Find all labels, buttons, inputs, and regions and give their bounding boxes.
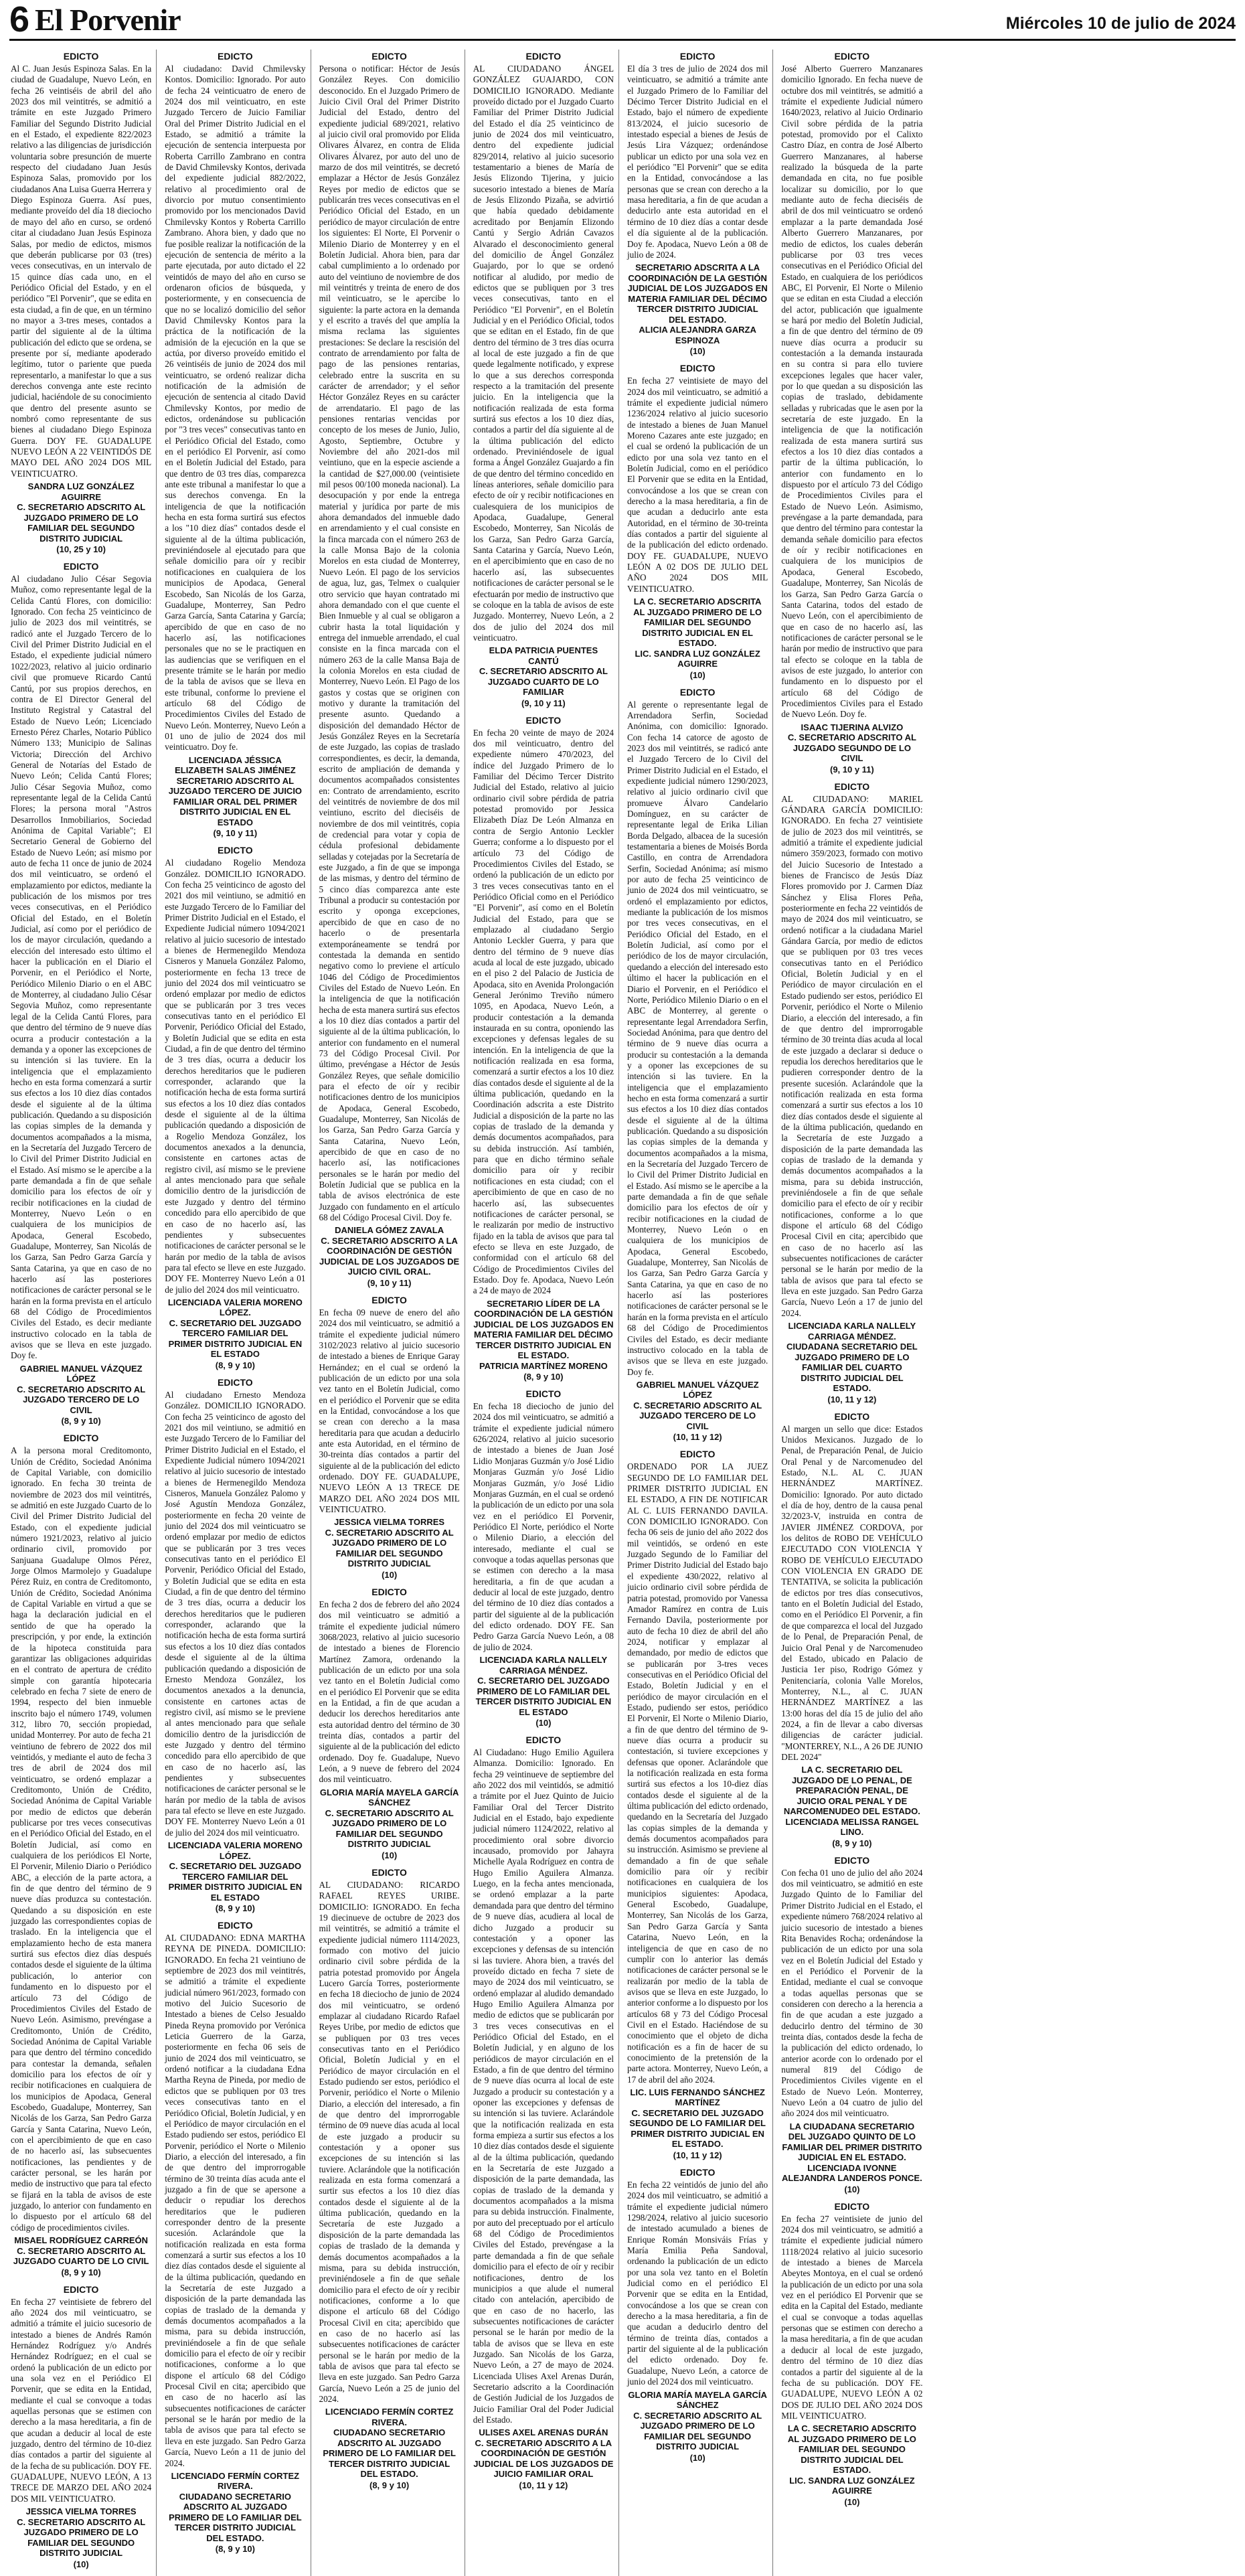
edict-publication-dates: (10) — [689, 669, 706, 680]
edict-signature: LA C. SECRETARIO ADSCRITO AL JUZGADO PRIMERO DE LO FAMILIAR DEL SEGUNDO DISTRITO JUDICIAL DEL ESTADO. LIC. SANDRA LUZ GONZÁLEZ AGUIRRE — [787, 2423, 916, 2496]
edict-signature: LIC. LUIS FERNANDO SÁNCHEZ MARTÍNEZ C. SECRETARIO DEL JUZGADO SEGUNDO DE LO FAMILIAR DEL PRIMER DISTRITO JUDICIAL EN EL ESTADO. — [629, 2087, 766, 2150]
edict-body: AL CIUDADANO: RICARDO RAFAEL REYES URIBE. DOMICILIO: IGNORADO. En fecha 19 diecinueve de octubre de 2023 dos mil veintitrés, se admitió a trámite el expediente judicial número 1114/2023, formado con motivo del juicio ordinario civil sobre pérdida de la patria potestad promovido por Ángela Lucero García Torres, posteriormente en fecha 18 dieciocho de junio de 2024 dos mil veinticuatro, se ordenó emplazar al ciudadano Ricardo Rafael Reyes Uribe, por medio de edictos que se publiquen por 03 tres veces consecutivas tanto en el Periódico Oficial, Boletín Judicial y en el Periódico de mayor circulación en el Estado pudiendo ser estos, periódico el Porvenir, periódico el Norte o Milenio Diario, a elección del interesado, a fin de que dentro del improrrogable término de 09 nueve días acuda al local de este juzgado a producir su contestación y a oponer sus excepciones de su intención si las tuviere. Aclarándole que la notificación realizada en esta forma comenzará a surtir sus efectos a los 10 diez días contados desde el siguiente al de la última publicación, quedando en la Secretaría de este Juzgado a disposición de la parte demandada las copias de traslado de la demanda y demás documentos acompañados a la misma, para su debida instrucción, previniéndosele a fin de que señale domicilio para el efecto de oír y recibir notificaciones, conforme a lo que dispone el artículo 68 del Código Procesal Civil en cita; apercibido que en caso de no hacerlo así las subsecuentes notificaciones de carácter personal se le harán por medio de la tabla de avisos que para tal efecto se lleva en este juzgado. San Pedro Garza García, Nuevo León a 25 de junio del 2024. — [319, 1879, 460, 2404]
edict-title: EDICTO — [834, 1411, 870, 1422]
edict — [627, 687, 768, 1443]
edict-title: EDICTO — [834, 2200, 870, 2212]
edict-title: EDICTO — [834, 781, 870, 792]
edict-body: Con fecha 01 uno de julio del año 2024 dos mil veinticuatro, se admitió en este Juzgado Quinto de lo Familiar del Primer Distrito Judicial en el Estado, el expediente número 768/2024 relativo al juicio sucesorio de intestado a bienes Rita Benavides Rocha; ordenándose la publicación de un edicto por una sola vez en el Boletín Judicial del Estado y en el Periódico el Porvenir de la Entidad, mediante el cual se convoque a todas aquellas personas que se consideren con derecho a la herencia a fin de que acudan a este juzgado a deducirlo dentro del término de 30 treinta días, contados desde la fecha de la publicación del edicto ordenado, lo anterior acorde con lo ordenado por el numeral 819 del Código de Procedimientos Civiles vigente en el Estado de Nuevo León. Monterrey, Nuevo León a 04 cuatro de julio del año 2024 dos mil veinticuatro. — [781, 1867, 923, 2119]
edict-publication-dates: (9, 10 y 11) — [521, 698, 566, 708]
edict-body: AL CIUDADANO: EDNA MARTHA REYNA DE PINEDA. DOMICILIO: IGNORADO. En fecha 21 veintiuno de septiembre de 2023 dos mil veintitrés, se admitió a trámite el expediente judicial número 961/2023, formado con motivo del Juicio Sucesorio de Intestado a bienes de Celso Jesualdo Pineda Reyna promovido por Verónica Leticia Guerrero de la Garza, posteriormente en fecha 06 seis de junio de 2024 dos mil veinticuatro, se ordenó notificar a la ciudadana Edna Martha Reyna de Pineda, por medio de edictos que se publiquen por 03 tres veces consecutivas tanto en el Periódico Oficial, Boletín Judicial, y en el Periódico de mayor circulación en el Estado pudiendo ser estos, periódico El Porvenir, periódico el Norte o Milenio Diario, a elección del interesado, a fin de que dentro del improrrogable término de 30 treinta días acuda ante el juzgado a fin de que se apersone a deducir o repudiar los derechos hereditarios que le pudieren corresponder dentro de la presente sucesión. Aclarándole que la notificación realizada en esta forma comenzará a surtir sus efectos a los 10 diez días contados desde el siguiente al de la última publicación, quedando en la Secretaría de este Juzgado a disposición de la parte demandada las copias de traslado de la demanda y demás documentos acompañados a la misma, para su debida instrucción, previniéndosele a fin de que señale domicilio para el efecto de oír y recibir notificaciones, conforme a lo que dispone el artículo 68 del Código Procesal Civil en cita; apercibido que en caso de no hacerlo así las subsecuentes notificaciones de carácter personal se le harán por medio de la tabla de avisos que para tal efecto se lleva en este juzgado. San Pedro Garza García, Nuevo León a 11 de junio del 2024. — [165, 1933, 306, 2468]
edict-publication-dates: (8, 9 y 10) — [215, 2544, 255, 2555]
edict-body: Persona o notificar: Héctor de Jesús González Reyes. Con domicilio desconocido. En el Juzgado Primero de Juicio Civil Oral del Primer Distrito Judicial del Estado, dentro del expediente judicial 689/2021, relativo al juicio civil oral promovido por Elida Olivares Álvarez, en contra de Elida Olivares Álvarez, por auto del uno de marzo de dos mil veintitrés, se decretó emplazar a Héctor de Jesús González Reyes por medio de edictos que se publicarán tres veces consecutivas en el Periódico Oficial del Estado, en un periódico de mayor circulación de entre los siguientes: El Norte, El Porvenir o Milenio Diario de Monterrey y en el Boletín Judicial. Ahora bien, para dar cabal cumplimiento a lo ordenado por auto del veintiuno de noviembre de dos mil veintitrés y treinta de enero de dos mil veinticuatro, se le apercibe lo siguiente: la parte actora en la demanda y el escrito a través del que amplía la misma reclama las siguientes prestaciones: Se declare la rescisión del contrato de arrendamiento por falta de pago de las pensiones rentarias, celebrado entre la suscrita en su carácter de arrendador; y el señor Héctor González Reyes en su carácter de arrendatario. El pago de las pensiones rentarias vencidas por concepto de los meses de Junio, Julio, Agosto, Septiembre, Octubre y Noviembre del año 2021-dos mil veintiuno, que en la especie asciende a la cantidad de $27,000.00 (veintisiete mil pesos 00/100 moneda nacional). La desocupación y por ende la entrega material y jurídica por parte de mis ahora demandados del inmueble dado en arrendamiento y el cual consiste en la finca marcada con el número 263 de la calle Monsa Bajo de la colonia Morelos en esta ciudad de Monterrey, Nuevo León. El pago de los servicios de agua, luz, gas, Telmex o cualquier otro servicio que hayan contratado mi ahora demandado con el que cuente el Bien Inmueble y al cual se obligaron a cubrir hasta la total liquidación y entrega del inmueble arrendado, el cual consiste en la finca marcada con el número 263 de la calle Mansa Baja de la colonia Morelos en esta ciudad de Monterrey, Nuevo León. El Pago de los gastos y costas que se originen con motivo y durante la tramitación del presente asunto. Quedando a disposición del demandado Héctor de Jesús González Reyes en la Secretaría de este Juzgado, las copias de traslado correspondientes, es decir, la demanda, escrito de ampliación de demanda y documentos acompañados consistentes en: Contrato de arrendamiento, escrito del veintitrés de noviembre de dos mil veintiuno, escrito del dieciséis de noviembre de dos mil veintitrés, copia de credencial para votar y copia de cédula profesional debidamente selladas y cotejadas por la Secretaría de este Juzgado, a fin de que se imponga de las mismas, y dentro del término de 5 cinco días comparezca ante este Tribunal a producir su contestación por escrito y oponga excepciones, apercibido de que en caso de no hacerlo o de presentarla extemporáneamente se tendrá por contestada la demanda en sentido negativo como lo previene el artículo 1046 del Código de Procedimientos Civiles del Estado de Nuevo León. En la inteligencia de que la notificación hecha de esta manera surtirá sus efectos a los 10 diez días contados a partir del siguiente al de la última publicación, lo anterior con fundamento en el numeral 73 del Código Procesal Civil. Por último, prevéngase a Héctor de Jesús González Reyes, que señale domicilio para el efecto de oír y recibir notificaciones dentro de los municipios de Apodaca, General Escobedo, Guadalupe, Monterrey, San Nicolás de los Garza, San Pedro Garza García y Santa Catarina, Nuevo León, apercibido de que en caso de no hacerlo así, las notificaciones personales se le harán por medio del Boletín Judicial que se publica en la tabla de avisos electrónica de este Juzgado con fundamento en el artículo 68 del Código Procesal Civil. Doy fe. — [319, 64, 460, 1223]
edict-publication-dates: (10) — [689, 2452, 706, 2463]
edict-body: Al ciudadano Ernesto Mendoza González. DOMICILIO IGNORADO. Con fecha 25 veinticinco de agosto del 2021 dos mil veintiuno, se admitió en este Juzgado Tercero de lo Familiar del Primer Distrito Judicial en el Estado, el Expediente Judicial número 1094/2021 relativo al juicio sucesorio de intestado a bienes de Hermenegildo Mendoza Cisneros, Manuela González Palomo y José Agustín Mendoza González, posteriormente en fecha 20 veinte de junio del 2024 dos mil veinticuatro se ordenó emplazar por medio de edictos que se publicarán por 3 tres veces consecutivas tanto en el periódico El Porvenir, Periódico Oficial del Estado, y Boletín Judicial que se edita en esta Ciudad, a fin de que dentro del término de 3 tres días, ocurra a deducir los derechos hereditarios que le pudieren corresponder, aclarando que la notificación hecha de esta forma surtirá sus efectos a los 10 diez días contados desde el siguiente al de la última publicación quedando a disposición de Ernesto Mendoza González, los documentos anexados a la denuncia, consistente en cartones actas de registro civil, así mismo se le previene al antes mencionado para que señale domicilio dentro de la jurisdicción de este Juzgado y dentro del término concedido para ello apercibido de que en caso de no hacerlo así, las pendientes y subsecuentes notificaciones de carácter personal se le harán por medio de la tabla de avisos para tal efecto se lleve en este Juzgado. DOY FE. Monterrey Nuevo León a 01 de julio del 2024 dos mil veinticuatro. — [165, 1389, 306, 1838]
edict-body: Al ciudadano Julio César Segovia Muñoz, como representante legal de la Celida Cantú Flores, con domicilio: Ignorado. Con fecha 25 veinticinco de julio de 2023 dos mil veintitrés, se radicó ante el Juzgado Tercero de lo Civil del Primer Distrito Judicial en el Estado, el expediente judicial número 1022/2023, relativo al juicio ordinario civil que promueve Ricardo Cantú Cantú, por sus propios derechos, en contra de El Director General del Instituto Registral y Catastral del Estado de Nuevo León; Licenciado Ernesto Pérez Charles, Notario Público Número 133; Municipio de Salinas Victoria; Dirección del Archivo General de Notarías del Estado de Nuevo León; Celida Cantú Flores; Julio César Segovia Muñoz, como representante legal de la Celida Cantú Flores; la persona moral "Astros Desarrollos Inmobiliarios, Sociedad Anónima de Capital Variable"; El Secretario General de Gobierno del Estado de Nuevo León; así mismo por auto de fecha 11 once de junio de 2024 dos mil veinticuatro, se ordenó el emplazamiento por edictos, mediante la publicación de los mismos por tres veces consecutivas, en el Periódico Oficial del Estado, en el Boletín Judicial, así como por el periódico de los de mayor circulación, quedando a elección del interesado esto último el hacer la publicación en el Diario el Porvenir, en el Periódico el Norte, Periódico Milenio Diario o en el ABC de Monterrey, al ciudadano Julio César Segovia Muñoz, como representante legal de la Celida Cantú Flores, para que dentro del término de 9 nueve días ocurra a producir contestación a la demanda y a oponer las excepciones de su intención si las tuviere. En la inteligencia que el emplazamiento hecho en esta forma comenzará a surtir sus efectos a los 10 diez días contados desde el siguiente al de la última publicación. Quedando a su disposición las copias simples de la demanda y documentos acompañados a la misma, en la Secretaría del Juzgado Tercero de lo Civil del Primer Distrito Judicial en el Estado. Así mismo se le apercibe a la parte demandada a fin de que señale domicilio para los efectos de oír y recibir notificaciones en la ciudad de Monterrey, Nuevo León o en cualquiera de los municipios de Apodaca, General Escobedo, Guadalupe, Monterrey, San Nicolás de los Garza, San Pedro Garza García y Santa Catarina, ya que en caso de no hacerlo así las posteriores notificaciones de carácter personal se le harán en la forma prevista en el artículo 68 del Código de Procedimientos Civiles del Estado, es decir mediante instructivo colocado en la tabla de avisos que se lleva en este juzgado. Doy fe. — [11, 574, 152, 1361]
edict — [781, 1855, 922, 2194]
edict-body: En fecha 2 dos de febrero del año 2024 dos mil veinticuatro se admitió a trámite el expediente judicial número 3068/2023, relativo al juicio sucesorio de intestado a bienes de Florencio Martínez Zamora, ordenando la publicación de un edicto por una sola vez tanto en el Boletín Judicial como en el periódico El Porvenir que se edita en la Entidad, a fin de que acudan a deducir los derechos hereditarios ante esta autoridad dentro del término de 30 treinta días, contados a partir del siguiente al de la publicación del edicto ordenado. Doy fe. Guadalupe, Nuevo León, a 9 nueve de febrero del 2024 dos mil veinticuatro. — [319, 1599, 460, 1785]
edict-publication-dates: (9, 10 y 11) — [213, 828, 258, 839]
edict-title: EDICTO — [679, 686, 716, 698]
edict-body: El día 3 tres de julio de 2024 dos mil veinticuatro, se admitió a trámite ante el Juzgado Primero de lo Familiar del Décimo Tercer Distrito Judicial en el Estado, bajo el número de expediente 813/2024, el juicio sucesorio de intestado especial a bienes de Jesús de Jesús Lira Vázquez; ordenándose publicar un edicto por una sola vez en el periódico "El Porvenir" que se edita en la Entidad, convocándose a las personas que se crean con derecho a la masa hereditaria, a fin de que acudan a deducirlo ante esta autoridad en el término de 10 diez días a contar desde el día siguiente al de la publicación. Doy fe. Apodaca, Nuevo León a 08 de julio de 2024. — [627, 64, 768, 260]
edict-body: En fecha 27 veintisiete de febrero del año 2024 dos mil veinticuatro, se admitió a trámite el juicio sucesorio de intestado a bienes de Andrés Ramón Hernández Rodríguez y/o Andrés Hernández Rodríguez; en el cual se ordenó la publicación de un edicto por una sola vez en el Periódico El Porvenir, que se edita en la Entidad, mediante el cual se convoque a todas aquellas personas que se estimen con derecho a la masa hereditaria, a fin de que acudan a deducir al local de este juzgado, dentro del término de 10-diez días contados a partir del siguiente al de la fecha de su publicación. DOY FE. GUADALUPE, NUEVO LEÓN, A 13 TRECE DE MARZO DEL AÑO 2024 DOS MIL VEINTICUATRO. — [11, 2296, 152, 2504]
edict-title: EDICTO — [834, 51, 870, 62]
edict-publication-dates: (10, 11 y 12) — [673, 2150, 722, 2160]
edict — [11, 51, 151, 554]
edict-publication-dates: (10) — [382, 1569, 398, 1580]
edict-publication-dates: (8, 9 y 10) — [832, 1838, 872, 1848]
edict — [781, 781, 922, 1404]
edict-title: EDICTO — [63, 1433, 99, 1444]
edict — [165, 845, 305, 1370]
edict-title: EDICTO — [371, 1294, 407, 1305]
edict-title: EDICTO — [218, 1376, 253, 1388]
edict-signature: SANDRA LUZ GONZÁLEZ AGUIRRE C. SECRETARIO ADSCRITO AL JUZGADO PRIMERO DE LO FAMILIAR DEL SEGUNDO DISTRITO JUDICIAL — [17, 481, 146, 544]
edict-title: EDICTO — [525, 1388, 562, 1400]
edict-title: EDICTO — [679, 2166, 716, 2178]
edict-signature: LICENCIADO FERMÍN CORTEZ RIVERA. CIUDADANO SECRETARIO ADSCRITO AL JUZGADO PRIMERO DE LO FAMILIAR DEL TERCER DISTRITO JUDICIAL DEL ESTADO. — [323, 2407, 456, 2480]
edict-publication-dates: (10) — [844, 2496, 860, 2507]
edict — [781, 1411, 922, 1848]
edict-body: Al C. Juan Jesús Espinoza Salas. En la ciudad de Guadalupe, Nuevo León, en fecha 26 veintiséis de abril del año 2023 dos mil veintitrés, se admitió a trámite en este Juzgado Primero Familiar del Segundo Distrito Judicial en el Estado, el expediente 822/2023 relativo a las diligencias de jurisdicción voluntaria sobre presunción de muerte respecto del ciudadano Juan Jesús Espinoza Salas, promovido por los ciudadanos Ana Luisa Guerra Herrera y Diego Espinoza Guerra. Así pues, mediante proveído del día 18 dieciocho de mayo del año en curso, se ordenó citar al ciudadano Juan Jesús Espinoza Salas, por medio de edictos, mismos que deberán publicarse por 03 (tres) veces consecutivas, en un intervalo de 15 quince días cada uno, en el Periódico Oficial del Estado, y en el periódico "El Porvenir", que se edita en esta ciudad, a fin de que, en un término no mayor a 3-tres meses, contados a partir del siguiente al de la última publicación del edicto que se ordena, se presente por sí, mediante apoderado legítimo, tutor o pariente que pueda representarlo, a manifestar lo que a sus derechos convenga ante este recinto judicial, haciéndole de su conocimiento que dentro del presente asunto se nombró como representante de sus bienes al ciudadano Diego Espinoza Guerra. DOY FE. GUADALUPE NUEVO LEÓN A 22 VEINTIDÓS DE MAYO DEL AÑO 2024 DOS MIL VEINTICUATRO. — [11, 64, 152, 479]
column-6 — [780, 50, 927, 2576]
edict — [781, 51, 922, 775]
edict — [473, 51, 614, 708]
edict-signature: ULISES AXEL ARENAS DURÁN C. SECRETARIO ADSCRITO A LA COORDINACIÓN DE GESTIÓN JUDICIAL DE LOS JUZGADOS DE JUICIO FAMILIAR ORAL — [473, 2427, 614, 2480]
edict — [781, 2201, 922, 2507]
edict — [319, 1295, 460, 1580]
edict-publication-dates: (10, 25 y 10) — [56, 544, 106, 555]
edict-body: En fecha 27 veintisiete de junio del 2024 dos mil veinticuatro, se admitió a trámite el expediente judicial número 1118/2024 relativo al juicio sucesorio de intestado a bienes de Marcela Abeytes Montoya, en el cual se ordenó la publicación de un edicto por una sola vez en el periódico El Porvenir que se edita en la Capital del Estado, mediante el cual se convoque a todas aquellas personas que se estimen con derecho a la masa hereditaria, a fin de que acudan a deducir al local de este juzgado, dentro del término de 10 diez días contados a partir del siguiente al de la fecha de su publicación. DOY FE. GUADALUPE, NUEVO LEÓN A 02 DOS DE JULIO DEL AÑO 2024 DOS MIL VEINTICUATRO. — [781, 2213, 923, 2421]
edict-signature: SECRETARIO LÍDER DE LA COORDINACIÓN DE LA GESTIÓN JUDICIAL DE LOS JUZGADOS EN MATERIA FAMILIAR DEL DÉCIMO TERCER DISTRITO JUDICIAL EN EL ESTADO. PATRICIA MARTÍNEZ MORENO — [473, 1298, 614, 1371]
edict-publication-dates: (10) — [73, 2559, 89, 2569]
edict-title: EDICTO — [63, 51, 99, 62]
brand — [9, 0, 181, 39]
edict-publication-dates: (8, 9 y 10) — [215, 1903, 255, 1913]
edict — [473, 715, 614, 1382]
edict-body: En fecha 18 dieciocho de junio del 2024 dos mil veinticuatro, se admitió a trámite el expediente judicial número 626/2024, relativo al juicio sucesorio de intestado a bienes de Juan José Lidio Monjaras Guzmán y/o José Lidio Monjaras Guzmán y/o José Lidio Monjaras Guzmán, y/o José Lidio Monjaras Guzmán, en el cual se ordenó la publicación de un edicto por una sola vez en el periódico El Porvenir, Periódico El Norte, periódico el Norte o Milenio Diario, a elección del interesado, mediante el cual se convoque a todas aquellas personas que se estimen con derecho a la masa hereditaria, a fin de que acudan a deducir al local de este juzgado, dentro del término de 10 diez días contados a partir del siguiente al de la publicación del edicto ordenado. DOY FE. San Pedro Garza García Nuevo León, a 08 de julio de 2024. — [473, 1401, 614, 1652]
edict — [627, 51, 768, 356]
edict — [627, 1449, 768, 2160]
edict-title: EDICTO — [525, 1735, 562, 1745]
edict — [319, 1867, 460, 2490]
edict-signature: LICENCIADO FERMÍN CORTEZ RIVERA. CIUDADANO SECRETARIO ADSCRITO AL JUZGADO PRIMERO DE LO FAMILIAR DEL TERCER DISTRITO JUDICIAL DEL ESTADO. — [169, 2470, 302, 2543]
edict-body: En fecha 22 veintidós de junio del año 2024 dos mil veinticuatro, se admitió a trámite el expediente judicial número 1298/2024, relativo al juicio sucesorio de intestado acumulado a bienes de Enrique Román Monsiváis Frías y María Emilia Peña Sandoval, ordenando la publicación de un edicto por una sola vez tanto en el Boletín Judicial como en el periódico El Porvenir que se edita en la Entidad, convocándose a los que se crean con derecho a la masa hereditaria, a fin de que acudan a deducirlo dentro del término de treinta días, contados a partir del siguiente al de la publicación del edicto ordenado. Doy fe. Guadalupe, Nuevo León, a catorce de junio del 2024 dos mil veinticuatro. — [627, 2179, 768, 2387]
edict-body: A la persona moral Creditomonto, Unión de Crédito, Sociedad Anónima de Capital Variable, con domicilio ignorado. En fecha 30 treinta de noviembre de 2023 dos mil veintitrés, se admitió en este Juzgado Cuarto de lo Civil del Primer Distrito Judicial del Estado, con el expediente judicial número 1921/2023, relativo al juicio ordinario civil, promovido por Sanjuana Guadalupe Olmos Pérez, Jorge Olmos Marmolejo y Guadalupe Pérez Ruiz, en contra de Creditomonto, Unión de Crédito, Sociedad Anónima de Capital Variable en virtud a que se haga la declaración judicial en el sentido de que ha operado la prescripción, y por ende, la extinción de la hipoteca constituida para garantizar las obligaciones adquiridas en el contrato de apertura de crédito simple con garantía hipotecaria celebrado en fecha 7 siete de enero de 1994, respecto del bien inmueble inscrito bajo el número 1749, volumen 312, libro 70, sección propiedad, unidad Monterrey. Por auto de fecha 21 veintiuno de febrero de 2022 dos mil veintidós, y mediante el auto de fecha 3 tres de abril de 2024 dos mil veinticuatro, se ordenó emplazar a Creditomonto, Unión de Crédito, Sociedad Anónima de Capital Variable por medio de edictos que deberán publicarse por tres veces consecutivas en el Periódico Oficial del Estado, en el Boletín Judicial, así como en cualquiera de los periódicos El Norte, El Porvenir, Milenio Diario o Periódico ABC, a elección de la parte actora, a fin de que dentro del término de 9 nueve días produzca su contestación. Quedando a su disposición en este juzgado las correspondientes copias de traslado. En la inteligencia que el emplazamiento hecho de esta manera surtirá sus efectos diez días después contados desde el siguiente de la última publicación, lo anterior con fundamento en lo dispuesto por el artículo 73 del Código de Procedimientos Civiles del Estado de Nuevo León. Asimismo, prevéngase a Creditomonto, Unión de Crédito, Sociedad Anónima de Capital Variable para que dentro del término concedido para contestar la demanda, señalen domicilio para los efectos de oír y recibir notificaciones en cualquiera de los municipios de Apodaca, General Escobedo, Guadalupe, Monterrey, San Nicolás de los Garza, San Pedro Garza García y Santa Catarina, Nuevo León, con el apercibimiento de que en caso de no hacerlo así, las subsecuentes notificaciones, las pendientes y de carácter personal, se les harán por medio de instructivo que para tal efecto se fijará en la tabla de avisos de este juzgado, lo anterior con fundamento en lo dispuesto por el artículo 68 del código de procedimientos civiles. — [11, 1445, 152, 2233]
edict-publication-dates: (10) — [689, 346, 706, 357]
edict-signature: LICENCIADA JÉSSICA ELIZABETH SALAS JIMÉNEZ SECRETARIO ADSCRITO AL JUZGADO TERCERO DE JUICIO FAMILIAR ORAL DEL PRIMER DISTRITO JUDICIAL EN EL ESTADO — [168, 754, 303, 827]
edict-signature: LICENCIADA VALERIA MORENO LÓPEZ. C. SECRETARIO DEL JUZGADO TERCERO FAMILIAR DEL PRIMER DISTRITO JUDICIAL EN EL ESTADO — [167, 1840, 303, 1903]
edict-publication-dates: (8, 9 y 10) — [215, 1360, 255, 1370]
edict-title: EDICTO — [834, 1854, 870, 1866]
edict-signature: GABRIEL MANUEL VÁZQUEZ LÓPEZ C. SECRETARIO ADSCRITO AL JUZGADO TERCERO DE LO CIVIL — [17, 1363, 146, 1415]
edict-signature: GABRIEL MANUEL VÁZQUEZ LÓPEZ C. SECRETARIO ADSCRITO AL JUZGADO TERCERO DE LO CIVIL — [633, 1379, 762, 1431]
edict-signature: DANIELA GÓMEZ ZAVALA C. SECRETARIO ADSCRITO A LA COORDINACIÓN DE GESTIÓN JUDICIAL DE LOS JUZGADOS DE JUICIO CIVIL ORAL. — [319, 1225, 460, 1277]
edict — [473, 1735, 614, 2490]
edict — [11, 2284, 151, 2569]
edict-signature: LA C. SECRETARIO DEL JUZGADO DE LO PENAL, DE PREPARACIÓN PENAL, DE JUICIO ORAL PENAL Y DE NARCOMENUDEO DEL ESTADO. LICENCIADA MELISSA RANGEL LINO. — [783, 1765, 920, 1838]
edict-publication-dates: (10) — [382, 1850, 398, 1860]
edict-publication-dates: (10) — [844, 2184, 860, 2194]
edict — [319, 1587, 460, 1860]
edict-signature: LA CIUDADANA SECRETARIO DEL JUZGADO QUINTO DE LO FAMILIAR DEL PRIMER DISTRITO JUDICIAL EN EL ESTADO. LICENCIADA IVONNE ALEJANDRA LANDEROS PONCE. — [782, 2121, 922, 2184]
masthead — [9, 0, 1236, 41]
edict-publication-dates: (8, 9 y 10) — [61, 1416, 101, 1427]
edict-signature: ISAAC TIJERINA ALVIZO C. SECRETARIO ADSCRITO AL JUZGADO SEGUNDO DE LO CIVIL — [787, 722, 916, 764]
edict-title: EDICTO — [63, 2283, 99, 2295]
newspaper-name: El Porvenir — [35, 3, 181, 37]
edict-publication-dates: (8, 9 y 10) — [369, 2480, 410, 2490]
edict-body: AL CIUDADANO ÁNGEL GONZÁLEZ GUAJARDO, CON DOMICILIO IGNORADO. Mediante proveído dictado por el Juzgado Cuarto Familiar del Primer Distrito Judicial del Estado el día 25 veinticinco de junio de 2024 dos mil veinticuatro, dentro del expediente judicial 829/2014, relativo al juicio sucesorio testamentario a bienes de María de Jesús Elizondo Tijerina, y juicio sucesorio intestado a bienes de María de Jesús Elizondo Pizaña, se advirtió que había quedado debidamente acreditado por Benjamín Elizondo Cantú y Sergio Adrián Cavazos Alvarado el desconocimiento general del domicilio de Ángel González Guajardo, por lo que se ordenó notificar al aludido, por medio de edictos que se publiquen por 3 tres veces consecutivas, tanto en el Periódico "El Porvenir", en el Boletín Judicial y en el Periódico Oficial, todos que se editan en el Estado, fin de que dentro del término de 3 tres días ocurra al local de este juzgado a fin de que quede legalmente notificado, y exprese lo que a sus derechos corresponda respecto a la tramitación del presente juicio. En la inteligencia que la notificación realizada de esta forma surtirá sus efectos a los 10 diez días, contados a partir del día siguiente al de la última publicación del edicto ordenado. Previniéndosele de igual forma a Ángel González Guajardo a fin de que dentro del término concedido en líneas anteriores, señale domicilio para efecto de oír y recibir notificaciones en cualesquiera de los municipios de Apodaca, Guadalupe, General Escobedo, Monterrey, San Nicolás de los Garza, San Pedro Garza García, Santa Catarina y García, Nuevo León, en el apercibimiento que en caso de no hacerlo así, las subsecuentes notificaciones de carácter personal se le efectuarán por medio de instructivo que se coloque en la tabla de avisos de este Juzgado. Monterrey, Nuevo León, a 2 dos de julio del 2024 dos mil veinticuatro. — [473, 64, 614, 643]
edict-signature: LICENCIADA VALERIA MORENO LÓPEZ. C. SECRETARIO DEL JUZGADO TERCERO FAMILIAR DEL PRIMER DISTRITO JUDICIAL EN EL ESTADO — [167, 1297, 303, 1360]
edict-signature: ELDA PATRICIA PUENTES CANTÚ C. SECRETARIO ADSCRITO AL JUZGADO CUARTO DE LO FAMILIAR — [479, 645, 608, 698]
column-2 — [163, 50, 311, 2576]
edict-title: EDICTO — [218, 1920, 253, 1931]
edict-title: EDICTO — [679, 1449, 716, 1460]
edicts-columns — [9, 50, 1236, 2569]
edict — [473, 1388, 614, 1728]
edict-title: EDICTO — [218, 845, 253, 856]
edict-title: EDICTO — [371, 1586, 407, 1597]
edict-body: Al Ciudadano: Hugo Emilio Aguilera Almanza. Domicilio: Ignorado. En fecha 29 veintinueve de septiembre del año 2022 dos mil veintidós, se admitió a trámite por el Juez Quinto de Juicio Familiar Oral del Tercer Distrito Judicial en el Estado, bajo expediente judicial número 1124/2022, relativo al procedimiento oral sobre divorcio incausado, promovido por Jahayra Michelle Ayala Rodríguez en contra de Hugo Emilio Aguilera Almanza. Luego, en la fecha antes mencionada, se ordenó emplazar a la parte demandada para que dentro del término de 9 nueve días, acudiera al local de dicho Juzgado a producir su contestación y a oponer las excepciones y defensas de su intención si las tuviere. Ahora bien, a través del proveído dictado en fecha 7 siete de mayo de 2024 dos mil veinticuatro, se ordenó emplazar al aludido demandado Hugo Emilio Aguilera Almanza por medio de edictos que se publicarán por 3 tres veces consecutivas en el Periódico Oficial del Estado, en el Boletín Judicial, y en alguno de los periódicos de mayor circulación en el Estado, a fin de que dentro del término de 9 nueve días ocurra al local de este Juzgado a producir su contestación y a oponer las excepciones y defensas de su intención si las tuviere. Aclarándole que la notificación realizada en esta forma empieza a surtir sus efectos a los 10 diez días contados desde el siguiente al de la última publicación, quedando en la Secretaría de este Juzgado a disposición de la parte demandada, las copias de traslado de la demanda y documentos acompañados a la misma para su debida instrucción. Finalmente, por auto del preceptuado por el artículo 68 del Código de Procedimientos Civiles del Estado, prevéngase a la parte demandada a fin de que señale domicilio para el efecto de oír y recibir notificaciones, dentro de los municipios a que alude el numeral citado con antelación, apercibido de que en caso de no hacerlo, las subsecuentes notificaciones de carácter personal se le harán por medio de la tabla de avisos que se lleva en este Juzgado. San Nicolás de los Garza, Nuevo León, a 27 de mayo de 2024. Licenciada Ulises Axel Arenas Durán, Secretario adscrito a la Coordinación de Gestión Judicial de los Juzgados de Juicio Familiar Oral del Poder Judicial del Estado. — [473, 1747, 614, 2425]
edict-body: En fecha 20 veinte de mayo de 2024 dos mil veinticuatro, dentro del expediente número 470/2023, del índice del Juzgado Primero de lo Familiar del Décimo Tercer Distrito Judicial del Estado, relativo al juicio ordinario civil sobre pérdida de patria potestad promovido por Jessica Elizabeth Díaz De León Almanza en contra de Sergio Antonio Leckler Guerra; conforme a lo dispuesto por el artículo 73 del Código de Procedimientos Civiles del Estado, se ordenó la publicación de un edicto por 3 tres veces consecutivas tanto en el Periódico Oficial como en el Periódico "El Porvenir", así como en el Boletín Judicial del Estado, para que se emplazado al ciudadano Sergio Antonio Leckler Guerra, y para que dentro del término de 9 nueve días acuda al local de este juzgado, ubicado en el piso 2 del Palacio de Justicia de Apodaca, sito en Avenida Prolongación General Jerónimo Treviño número 1095, en Apodaca, Nuevo León, a producir contestación a la demanda instaurada en su contra, oponiendo las excepciones y defensas legales de su intención. En la inteligencia de que la notificación realizada en esa forma, comenzará a surtir efectos a los 10 diez días contados desde el siguiente al de la última publicación, quedando en la Coordinación adscrita a este Distrito Judicial a disposición de la parte no las copias de traslado de la demanda y demás documentos acompañados, para su debida instrucción. Así también, para que en dicho término señale domicilio para oír y recibir notificaciones en esta ciudad; con el apercibimiento de que en caso de no hacerlo así, las subsecuentes notificaciones de carácter personal, se le realizarán por medio de instructivo fijado en la tabla de avisos que para tal efecto se lleva en este Juzgado, de conformidad con el artículo 68 del Código de Procedimientos Civiles del Estado. Doy fe. Apodaca, Nuevo León a 24 de mayo de 2024 — [473, 727, 614, 1296]
edict-signature: GLORIA MARÍA MAYELA GARCÍA SÁNCHEZ C. SECRETARIO ADSCRITO AL JUZGADO PRIMERO DE LO FAMILIAR DEL SEGUNDO DISTRITO JUDICIAL — [319, 1787, 459, 1850]
edict-title: EDICTO — [679, 51, 716, 62]
edict — [165, 1920, 305, 2554]
edict-signature: JESSICA VIELMA TORRES C. SECRETARIO ADSCRITO AL JUZGADO PRIMERO DE LO FAMILIAR DEL SEGUNDO DISTRITO JUDICIAL — [17, 2506, 146, 2559]
edict-body: Al margen un sello que dice: Estados Unidos Mexicanos. Juzgado de lo Penal, de Preparación Penal, de Juicio Oral Penal y de Narcomenudeo del Estado, N.L. AL C. JUAN HERNÁNDEZ MARTÍNEZ. Domicilio: Ignorado. Por auto dictado el día de hoy, dentro de la causa penal 32/2023-V, instruida en contra de JAVIER JIMÉNEZ CORDOVA, por los delitos de ROBO DE VEHÍCULO EJECUTADO CON VIOLENCIA Y ROBO DE VEHÍCULO EJECUTADO CON VIOLENCIA EN GRADO DE TENTATIVA, se solicita la publicación de edictos por tres días consecutivos, tanto en el Boletín Judicial del Estado, como en el Periódico El Porvenir, a fin de que comparezca el local del Juzgado de lo Penal, de Preparación Penal, de Juicio Oral Penal y de Narcomenudeo del Estado, ubicado en Palacio de Justicia 1er piso, Rodrigo Gómez y Penitenciaría, colonia Valle Morelos, Monterrey, N.L., al C. JUAN HERNÁNDEZ MARTÍNEZ a las 13:00 horas del día 15 de julio del año 2024, a fin de llevar a cabo diversas diligencias de carácter judicial. "MONTERREY, N.L., A 26 DE JUNIO DEL 2024" — [781, 1423, 923, 1762]
column-1 — [9, 50, 157, 2576]
edict — [627, 2167, 768, 2463]
edict-publication-dates: (10) — [535, 1718, 552, 1728]
edict-title: EDICTO — [371, 51, 407, 62]
edict — [165, 51, 305, 838]
edict — [11, 1433, 151, 2277]
page-number: 6 — [9, 0, 30, 39]
edict-signature: LA C. SECRETARIO ADSCRITA AL JUZGADO PRIMERO DE LO FAMILIAR DEL SEGUNDO DISTRITO JUDICIAL EN EL ESTADO. LIC. SANDRA LUZ GONZÁLEZ AGUIRRE — [633, 596, 762, 669]
edict-body: ORDENADO POR LA JUEZ SEGUNDO DE LO FAMILIAR DEL PRIMER DISTRITO JUDICIAL EN EL ESTADO, A FIN DE NOTIFICAR AL C. LUIS FERNANDO DAVILA. CON DOMICILIO IGNORADO. Con fecha 06 seis de junio del año 2022 dos mil veintidós, se ordenó en este Juzgado Segundo de lo Familiar del Primer Distrito Judicial del Estado bajo el expediente 430/2022, relativo al juicio ordinario civil sobre pérdida de patria potestad, promovido por Vanessa Amador Ramírez en contra de Luis Fernando Davila, posteriormente por auto de fecha 10 diez de abril del año 2024, notificar y emplazar al demandado, por medio de edictos que se publicarán por 3-tres veces consecutivas en el Periódico Oficial del Estado, Boletín Judicial y en el periódico de mayor circulación en el Estado, pudiendo ser estos, periódico El Porvenir, El Norte o Milenio Diario, a fin de que dentro del término de 9-nueve días ocurra a producir su contestación, si tuviere excepciones y defensas que oponer. Aclarándole que la notificación realizada en esta forma surtirá sus efectos a los 10-diez días contados desde el siguiente al de la última publicación del edicto ordenado, quedando en la Secretaría del Juzgado las copias simples de la demanda y demás documentos acompañados para su instrucción. Asimismo se previene al demandado a fin de que señale domicilio para oír y recibir notificaciones en cualquiera de los municipios siguientes: Apodaca, General Escobedo, Guadalupe, Monterrey, San Nicolás de los Garza, San Pedro Garza García y Santa Catarina, Nuevo León, en la inteligencia de que en caso de no cumplir con lo anterior las demás notificaciones de carácter personal se le realizarán por medio de la tabla de avisos que se lleva en este Juzgado, lo anterior conforme a lo dispuesto por los artículos 68 y 73 del Código Procesal Civil en el Estado. Haciéndose de su conocimiento que el objeto de dicha notificación es a fin de hacer de su conocimiento de la pretensión de la parte actora. Monterrey, Nuevo León, a 17 de abril del año 2024. — [627, 1461, 768, 2085]
edict-body: En fecha 27 veintisiete de mayo del 2024 dos mil veinticuatro, se admitió a trámite el expediente judicial número 1236/2024 relativo al juicio sucesorio de intestado a bienes de Juan Manuel Moreno Cazares ante este juzgado; en el cual se ordenó la publicación de un edicto por una sola vez tanto en el Boletín Judicial, como en el periódico El Porvenir que se edita en la Entidad, convocándose a los que se crean con derecho a la masa hereditaria, a fin de que acudan a deducirlo ante esta Autoridad, en el término de 30-treinta días contados a partir del siguiente al de la publicación del edicto ordenado. DOY FE. GUADALUPE, NUEVO LEÓN A 02 DOS DE JULIO DEL AÑO 2024 DOS MIL VEINTICUATRO. — [627, 376, 768, 594]
edict-publication-dates: (9, 10 y 11) — [829, 764, 874, 775]
column-5 — [626, 50, 773, 2576]
edict-signature: LICENCIADA KARLA NALLELY CARRIAGA MÉNDEZ. C. SECRETARIO DEL JUZGADO PRIMERO DE LO FAMILIAR DEL TERCER DISTRITO JUDICIAL EN EL ESTADO — [475, 1655, 612, 1717]
edict-body: José Alberto Guerrero Manzanares domicilio Ignorado. En fecha nueve de octubre dos mil veintitrés, se admitió a trámite el expediente Judicial número 1640/2023, relativo al Juicio Ordinario Civil sobre pérdida de la patria potestad, promovido por el Calixto Castro Díaz, en contra de José Alberto Guerrero Manzanares, al haberse realizado la búsqueda de la parte demandada en cita, no fue posible localizar su domicilio, por lo que mediante auto de fecha dieciséis de abril de dos mil veinticuatro se ordenó emplazar a la parte demandada José Alberto Guerrero Manzanares, por medio de edictos, los cuales deberán publicarse por 03 tres veces consecutivas en el Periódico Oficial del Estado, en cualquiera de los periódicos ABC, El Porvenir, El Norte o Milenio que se editan en esta Ciudad a elección del actor, publicación que igualmente se hará por medio del Boletín Judicial, a fin de que dentro del término de 09 nueve días ocurra a producir su contestación a la demanda instaurada en su contra si para ello tuviere excepciones legales que hacer valer, por lo que quedan a su disposición las copias de traslado, debidamente selladas y rubricadas que le asen por la secretaría de este juzgado. En la inteligencia de que la notificación realizada de esta manera surtirá sus efectos a los 10 diez días contados a partir de la última publicación, lo anterior con fundamento en lo dispuesto por el artículo 73 del Código de Procedimientos Civiles para el Estado de Nuevo León. Asimismo, prevéngase a la parte demandada, para que dentro del término para contestar la demanda señale domicilio para efectos de oír y recibir notificaciones en cualquiera de los municipios de Apodaca, General Escobedo, Guadalupe, Monterrey, San Nicolás de los Garza, San Pedro Garza García o Santa Catarina, todos del estado de Nuevo León, con el apercibimiento de que en caso de no hacerlo así, las notificaciones de carácter personal se le harán por medio de instructivo que para tal efecto se coloque en la tabla de avisos de este juzgado, lo anterior con fundamento en lo dispuesto por el artículo 68 del Código de Procedimientos Civiles para el Estado de Nuevo León. Doy fe. — [781, 64, 923, 720]
edict — [165, 1377, 305, 1913]
edict-signature: GLORIA MARÍA MAYELA GARCÍA SÁNCHEZ C. SECRETARIO ADSCRITO AL JUZGADO PRIMERO DE LO FAMILIAR DEL SEGUNDO DISTRITO JUDICIAL — [628, 2389, 767, 2451]
edict-body: Al ciudadano Rogelio Mendoza González. DOMICILIO IGNORADO. Con fecha 25 veinticinco de agosto del 2021 dos mil veintiuno, se admitió en este Juzgado Tercero de lo Familiar del Primer Distrito Judicial en el Estado, el Expediente Judicial número 1094/2021 relativo al juicio sucesorio de intestado a bienes de Hermenegildo Mendoza Cisneros y Manuela González Palomo, posteriormente en fecha 13 trece de junio del 2024 dos mil veinticuatro se ordenó emplazar por medio de edictos que se publicarán por 3 tres veces consecutivas tanto en el periódico El Porvenir, Periódico Oficial del Estado, y Boletín Judicial que se edita en esta Ciudad, a fin de que dentro del término de 3 tres días, ocurra a deducir los derechos hereditarios que le pudieren corresponder, aclarando que la notificación hecha de esta forma surtirá sus efectos a los 10 diez días contados desde el siguiente al de la última publicación quedando a disposición de a Rogelio Mendoza González, los documentos anexados a la denuncia, consistente en cartones actas de registro civil, así mismo se le previene al antes mencionado para que señale domicilio dentro de la jurisdicción de este Juzgado y dentro del término concedido para ello apercibido de que en caso de no hacerlo así, las pendientes y subsecuentes notificaciones de carácter personal se le harán por medio de la tabla de avisos para tal efecto se lleve en este Juzgado. DOY FE. Monterrey Nuevo León a 01 de julio del 2024 dos mil veinticuatro. — [165, 858, 306, 1295]
edict-signature: MISAEL RODRÍGUEZ CARREÓN C. SECRETARIO ADSCRITO AL JUZGADO CUARTO DE LO CIVIL — [13, 2235, 149, 2267]
edict-body: AL CIUDADANO: MARIEL GÁNDARA GARCÍA DOMICILIO: IGNORADO. En fecha 27 veintisiete de julio de 2023 dos mil veintitrés, se admitió a trámite el expediente judicial número 359/2023, formado con motivo del Juicio Sucesorio de Intestado a bienes de Francisco de Jesús Díaz Flores promovido por J. Carmen Díaz Sánchez y Elisa Flores Peña, posteriormente en fecha 22 veintidós de mayo de 2024 dos mil veinticuatro, se ordenó notificar a la ciudadana Mariel Gándara García, por medio de edictos que se publiquen por 03 tres veces consecutivas tanto en el Periódico Oficial, Boletín Judicial y en el Periódico de mayor circulación en el Estado pudiendo ser estos, periódico El Porvenir, periódico el Norte o Milenio Diario, a elección del interesado, a fin de que dentro del improrrogable término de 30 treinta días acuda al local de este juzgado a declarar si deduce o repudia los derechos hereditarios que le pudieren corresponder dentro de la presente sucesión. Aclarándole que la notificación realizada en esta forma comenzará a surtir sus efectos a los 10 diez días contados desde el siguiente al de la última publicación, quedando en la Secretaría de este Juzgado a disposición de la parte demandada las copias de traslado de la demanda y demás documentos acompañados a la misma, para su debida instrucción, previniéndosele a fin de que señale domicilio para el efecto de oír y recibir notificaciones, conforme a lo que dispone el artículo 68 del Código Procesal Civil en cita; apercibido que en caso de no hacerlo así las subsecuentes notificaciones de carácter personal se le harán por medio de la tabla de avisos que para tal efecto se lleva en este juzgado. San Pedro Garza García, Nuevo León a 17 de junio del 2024. — [781, 793, 923, 1318]
edict-signature: JESSICA VIELMA TORRES C. SECRETARIO ADSCRITO AL JUZGADO PRIMERO DE LO FAMILIAR DEL SEGUNDO DISTRITO JUDICIAL — [325, 1517, 454, 1569]
edict-signature: LICENCIADA KARLA NALLELY CARRIAGA MÉNDEZ. CIUDADANA SECRETARIO DEL JUZGADO PRIMERO DE LO FAMILIAR DEL CUARTO DISTRITO JUDICIAL DEL ESTADO. — [786, 1321, 918, 1394]
edict — [627, 363, 768, 679]
edict-title: EDICTO — [63, 561, 99, 572]
edict — [319, 51, 460, 1288]
edict-body: Al gerente o representante legal de Arrendadora Serfin, Sociedad Anónima, con domicilio: Ignorado. Con fecha 14 catorce de agosto de 2023 dos mil veintitrés, se radicó ante el Juzgado Tercero de lo Civil del Primer Distrito Judicial en el Estado, el expediente judicial número 1290/2023, relativo al juicio ordinario civil que promueve Álvaro Candelario Domínguez, en su carácter de representante legal de Erika Lilian Borda Delgado, albacea de la sucesión testamentaria a bienes de Moisés Borda Castillo, en contra de Arrendadora Serfin, Sociedad Anónima; así mismo por auto de fecha 25 veinticinco de junio de 2024 dos mil veinticuatro, se ordenó el emplazamiento por edictos, mediante la publicación de los mismos por tres veces consecutivas, en el Periódico Oficial del Estado, en el Boletín Judicial, así como por el periódico de los de mayor circulación, quedando a elección del interesado esto último el hacer la publicación en el Diario el Porvenir, en el Periódico el Norte, Periódico Milenio Diario o en el ABC de Monterrey, al gerente o representante legal Arrendadora Serfin, Sociedad Anónima, para que dentro del término de 9 nueve días ocurra a producir su contestación a la demanda y a oponer las excepciones de su intención si las tuviere. En la inteligencia que el emplazamiento hecho en esta forma comenzará a surtir sus efectos a los 10 diez días contados desde el siguiente al de la última publicación. Quedando a su disposición las copias simples de la demanda y documentos acompañados a la misma, en la Secretaría del Juzgado Tercero de lo Civil del Primer Distrito Judicial en el Estado. Así mismo se le apercibe a la parte demandada a fin de que señale domicilio para los efectos de oír y recibir notificaciones en la ciudad de Monterrey, Nuevo León o en cualquiera de los municipios de Apodaca, General Escobedo, Guadalupe, Monterrey, San Nicolás de los Garza, San Pedro Garza García y Santa Catarina, ya que en caso de no hacerlo así las posteriores notificaciones de carácter personal se le harán en la forma prevista en el artículo 68 del Código de Procedimientos Civiles del Estado, es decir mediante instructivo colocado en la tabla de avisos que se lleva en este juzgado. Doy fe. — [627, 699, 768, 1377]
edict — [11, 561, 151, 1426]
edict-title: EDICTO — [218, 51, 253, 62]
edict-publication-dates: (9, 10 y 11) — [367, 1277, 412, 1288]
edict-title: EDICTO — [371, 1866, 407, 1878]
edict-body: Al ciudadano: David Chmilevsky Kontos. Domicilio: Ignorado. Por auto de fecha 24 veinticuatro de enero de 2024 dos mil veinticuatro, en este Juzgado Tercero de Juicio Familiar Oral del Primer Distrito Judicial en el Estado, se admitió a trámite la ejecución de sentencia interpuesta por Roberta Carrillo Zambrano en contra de David Chmilevsky Kontos, derivada del expediente judicial 882/2022, relativo al procedimiento oral de divorcio por mutuo consentimiento promovido por los mencionados David Chmilevsky Kontos y Roberta Carrillo Zambrano. Ahora bien, y dado que no fue posible realizar la notificación de la ejecución de sentencia de mérito a la parte ejecutada, por auto dictado el 22 veintidós de mayo del año en curso se ordenaron oficios de búsqueda, y posteriormente, y en consecuencia de que no se localizó domicilio del señor David Chmilevsky Kontos para la práctica de la notificación de la admisión de la ejecución en la que se actúa, por diverso proveído emitido el 26 veintiséis de junio de 2024 dos mil veinticuatro, se ordenó realizar dicha notificación de la admisión de ejecución de sentencia al citado David Chmilevsky Kontos, por medio de edictos, ordenándose su publicación por "3 tres veces" consecutivas tanto en el Periódico Oficial del Estado, como en el periódico El Porvenir, así como en el Boletín Judicial del Estado, para que dentro de 03 tres días, comparezca ante este tribunal a manifestar lo que a sus derechos convenga. En la inteligencia de que la notificación hecha en esta forma surtirá sus efectos a los "10 diez días" contados desde el siguiente al de la última publicación, previniéndosele al ejecutado para que señale domicilio para oír y recibir notificaciones en cualquiera de los municipios de Apodaca, General Escobedo, San Nicolás de los Garza, Guadalupe, Monterrey, San Pedro Garza García, Santa Catarina y García; apercibido de que en caso de no hacerlo así, las notificaciones personales que no se le practiquen en las audiencias que se verifiquen en el presente trámite se le harán por medio de la tabla de avisos que se lleva en este tribunal, conforme lo previene el artículo 68 del Código de Procedimientos Civiles del Estado de Nuevo León. Monterrey, Nuevo León a 01 uno de julio de 2024 dos mil veinticuatro. Doy fe. — [165, 64, 306, 752]
edict-body: En fecha 09 nueve de enero del año 2024 dos mil veinticuatro, se admitió a trámite el expediente judicial número 3102/2023 relativo al juicio sucesorio de intestado a bienes de Enrique Garay Hernández; en el cual se ordenó la publicación de un edicto por una sola vez tanto en el Boletín Judicial, como en el periódico el Porvenir que se edita en la Entidad, convocándose a los que se crean con derecho a la masa hereditaria para que acudan a deducirlo ante esta Autoridad, en el término de 30-treinta días contados a partir del siguiente al de la publicación del edicto ordenado. DOY FE. GUADALUPE, NUEVO LEÓN A 13 TRECE DE MARZO DEL AÑO 2024 DOS MIL VEINTICUATRO. — [319, 1307, 460, 1515]
edict-publication-dates: (10, 11 y 12) — [673, 1432, 722, 1443]
issue-date: Miércoles 10 de julio de 2024 — [1005, 14, 1236, 33]
edict-signature: SECRETARIO ADSCRITA A LA COORDINACIÓN DE LA GESTIÓN JUDICIAL DE LOS JUZGADOS EN MATERIA FAMILIAR DEL DÉCIMO TERCER DISTRITO JUDICIAL DEL ESTADO. ALICIA ALEJANDRA GARZA ESPINOZA — [627, 262, 768, 345]
edict-title: EDICTO — [525, 51, 562, 62]
edict-title: EDICTO — [525, 714, 562, 726]
edict-publication-dates: (10, 11 y 12) — [827, 1394, 877, 1404]
column-4 — [472, 50, 619, 2576]
edict-title: EDICTO — [679, 363, 716, 374]
column-3 — [318, 50, 465, 2576]
edict-publication-dates: (8, 9 y 10) — [61, 2267, 101, 2277]
edict-publication-dates: (8, 9 y 10) — [523, 1372, 564, 1382]
edict-publication-dates: (10, 11 y 12) — [519, 2480, 568, 2490]
